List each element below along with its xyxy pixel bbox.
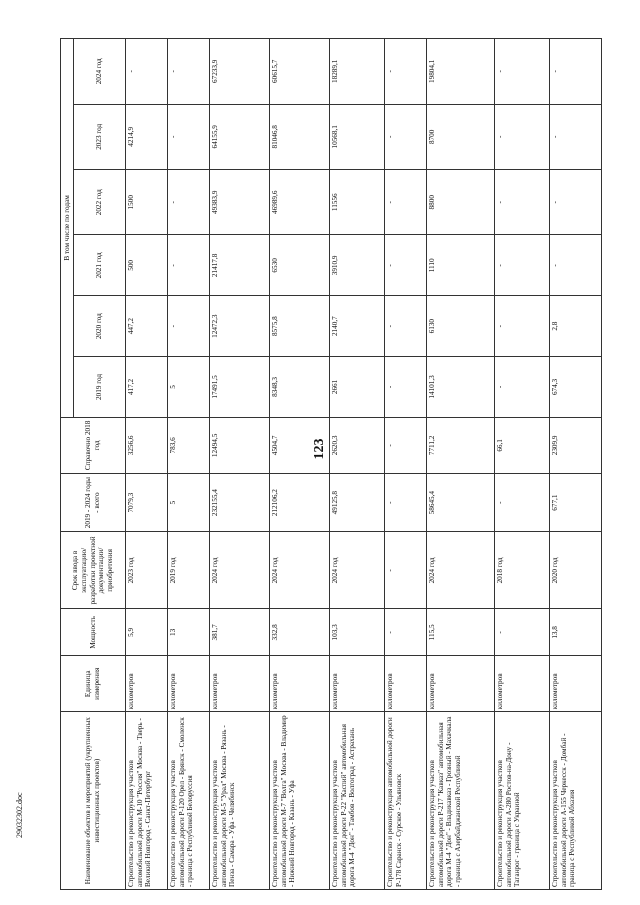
row-year-value-cell: 1110 [426, 235, 494, 296]
row-year-value-cell: - [549, 170, 601, 235]
row-year-value-cell: - [549, 104, 601, 169]
row-capacity-cell: 381,7 [209, 609, 269, 656]
row-unit-cell: километров [125, 656, 167, 712]
row-year-value-cell: 10568,1 [329, 104, 384, 169]
row-name-cell: Строительство и реконструкция участков автомобильной дороги М-7 "Волга" Москва - Владимир - Нижний Новгород - Казань - Уфа [269, 712, 329, 890]
row-total-cell: - [384, 473, 426, 531]
row-year-value-cell: 49383,9 [209, 170, 269, 235]
row-year-value-cell: 6530 [269, 235, 329, 296]
table-row [549, 39, 601, 890]
row-year-value-cell: - [384, 296, 426, 357]
row-unit-cell: километров [167, 656, 209, 712]
row-year-value-cell: 19804,1 [426, 39, 494, 105]
row-year-value-cell: 8575,8 [269, 296, 329, 357]
row-total-cell: - [494, 473, 549, 531]
header-year: 2020 год [73, 296, 125, 357]
row-name-cell: Строительство и реконструкция автомобильной дороги Р-178 Саранск - Сурское - Ульяновск [384, 712, 426, 890]
row-ref-2018-cell: 7711,2 [426, 417, 494, 473]
row-name-cell: Строительство и реконструкция участков автомобильной дороги Р-120 Орел - Брянск - Смоленск - граница с Республикой Белоруссия [167, 712, 209, 890]
row-year-value-cell: 447,2 [125, 296, 167, 357]
row-name-cell: Строительство и реконструкция участков автомобильной дороги Р-22 "Каспий" автомобильная дорога М-4 "Дон" - Тамбов - Волгоград - Астрахань [329, 712, 384, 890]
file-name: 29032302.doc [15, 792, 24, 838]
row-year-value-cell: - [384, 39, 426, 105]
row-year-value-cell: 17491,5 [209, 357, 269, 418]
page-number: 123 [312, 438, 327, 460]
header-year: 2024 год [73, 39, 125, 105]
row-capacity-cell: 115,5 [426, 609, 494, 656]
header-year: 2022 год [73, 170, 125, 235]
header-by-year-group: В том числе по годам [61, 39, 74, 418]
header-year: 2021 год [73, 235, 125, 296]
row-year-value-cell: - [549, 235, 601, 296]
table-row [494, 39, 549, 890]
row-ref-2018-cell: 3256,6 [125, 417, 167, 473]
row-year-value-cell: - [384, 357, 426, 418]
table-row [384, 39, 426, 890]
row-ref-2018-cell: 66,1 [494, 417, 549, 473]
row-year-value-cell: - [167, 296, 209, 357]
investment-projects-table [60, 38, 602, 890]
row-year-value-cell: 2,8 [549, 296, 601, 357]
row-year-value-cell: 11556 [329, 170, 384, 235]
row-year-value-cell: 81046,8 [269, 104, 329, 169]
row-year-value-cell: 18289,1 [329, 39, 384, 105]
row-year-value-cell: - [494, 235, 549, 296]
row-unit-cell: километров [426, 656, 494, 712]
row-year-value-cell: - [167, 235, 209, 296]
table-row [125, 39, 167, 890]
row-unit-cell: километров [549, 656, 601, 712]
table-body [125, 39, 601, 890]
row-deadline-cell: 2024 год [426, 532, 494, 609]
row-year-value-cell: - [167, 104, 209, 169]
table-row [426, 39, 494, 890]
header-total: 2019 - 2024 годы - всего [61, 473, 126, 531]
row-year-value-cell: 46989,6 [269, 170, 329, 235]
row-capacity-cell: 103,3 [329, 609, 384, 656]
row-total-cell: 7079,3 [125, 473, 167, 531]
row-deadline-cell: 2024 год [209, 532, 269, 609]
row-year-value-cell: 674,3 [549, 357, 601, 418]
row-name-cell: Строительство и реконструкция участков автомобильной дороги А-155 Черкесск - Домбай - граница с Республикой Абхазия [549, 712, 601, 890]
row-deadline-cell: 2024 год [269, 532, 329, 609]
row-unit-cell: километров [329, 656, 384, 712]
row-deadline-cell: - [384, 532, 426, 609]
table-row [167, 39, 209, 890]
row-capacity-cell: 5,9 [125, 609, 167, 656]
row-year-value-cell: - [384, 104, 426, 169]
row-year-value-cell: 8348,3 [269, 357, 329, 418]
row-year-value-cell: - [167, 39, 209, 105]
rotated-table-container [60, 38, 627, 890]
row-year-value-cell: 4214,9 [125, 104, 167, 169]
row-total-cell: 232155,4 [209, 473, 269, 531]
row-year-value-cell: 14101,3 [426, 357, 494, 418]
row-year-value-cell: 2661 [329, 357, 384, 418]
row-total-cell: 49125,8 [329, 473, 384, 531]
row-year-value-cell: - [494, 170, 549, 235]
row-year-value-cell: 6130 [426, 296, 494, 357]
row-ref-2018-cell: - [384, 417, 426, 473]
row-ref-2018-cell: 4504,7 [269, 417, 329, 473]
table-row [209, 39, 269, 890]
row-total-cell: 58645,4 [426, 473, 494, 531]
header-year: 2019 год [73, 357, 125, 418]
row-year-value-cell: 5 [167, 357, 209, 418]
row-unit-cell: километров [269, 656, 329, 712]
row-name-cell: Строительство и реконструкция участков автомобильной дороги М-10 "Россия" Москва - Тверь - Великий Новгород - Санкт-Петербург [125, 712, 167, 890]
row-ref-2018-cell: 2620,3 [329, 417, 384, 473]
row-total-cell: 677,1 [549, 473, 601, 531]
row-total-cell: 5 [167, 473, 209, 531]
row-capacity-cell: 13,8 [549, 609, 601, 656]
row-year-value-cell: 3910,9 [329, 235, 384, 296]
row-year-value-cell: - [384, 170, 426, 235]
row-year-value-cell: 8700 [426, 104, 494, 169]
row-year-value-cell: - [549, 39, 601, 105]
table-row [329, 39, 384, 890]
row-year-value-cell: - [125, 39, 167, 105]
header-year: 2023 год [73, 104, 125, 169]
header-name: Наименование объектов и мероприятий (укрупненных инвестиционных проектов) [61, 712, 126, 890]
table-row [269, 39, 329, 890]
header-ref-2018: Справочно 2018 год [61, 417, 126, 473]
row-deadline-cell: 2023 год [125, 532, 167, 609]
row-capacity-cell: - [384, 609, 426, 656]
row-year-value-cell: 2140,7 [329, 296, 384, 357]
row-year-value-cell: 417,2 [125, 357, 167, 418]
row-deadline-cell: 2024 год [329, 532, 384, 609]
row-ref-2018-cell: 783,6 [167, 417, 209, 473]
row-deadline-cell: 2019 год [167, 532, 209, 609]
row-name-cell: Строительство и реконструкция участков автомобильной дороги А-280 Ростов-на-Дону - Таганрог - граница с Украиной [494, 712, 549, 890]
row-year-value-cell: 8800 [426, 170, 494, 235]
row-year-value-cell: 60615,7 [269, 39, 329, 105]
row-year-value-cell: 67233,9 [209, 39, 269, 105]
row-year-value-cell: 12472,3 [209, 296, 269, 357]
row-total-cell: 212106,2 [269, 473, 329, 531]
row-unit-cell: километров [209, 656, 269, 712]
row-year-value-cell: 21417,8 [209, 235, 269, 296]
row-name-cell: Строительство и реконструкция участков автомобильной дороги М-5 "Урал" Москва - Рязань - Пенза - Самара - Уфа - Челябинск [209, 712, 269, 890]
row-year-value-cell: - [494, 357, 549, 418]
row-year-value-cell: 1500 [125, 170, 167, 235]
row-unit-cell: километров [384, 656, 426, 712]
header-capacity: Мощность [61, 609, 126, 656]
row-year-value-cell: - [167, 170, 209, 235]
header-deadline: Срок ввода в эксплуатацию/ разработки проектной документации/ приобретения [61, 532, 126, 609]
row-deadline-cell: 2018 год [494, 532, 549, 609]
row-capacity-cell: 13 [167, 609, 209, 656]
row-capacity-cell: - [494, 609, 549, 656]
row-year-value-cell: - [494, 296, 549, 357]
row-year-value-cell: - [384, 235, 426, 296]
row-year-value-cell: - [494, 104, 549, 169]
row-year-value-cell: - [494, 39, 549, 105]
row-deadline-cell: 2020 год [549, 532, 601, 609]
row-capacity-cell: 332,8 [269, 609, 329, 656]
row-unit-cell: километров [494, 656, 549, 712]
row-year-value-cell: 64155,9 [209, 104, 269, 169]
header-unit: Единица измерения [61, 656, 126, 712]
row-ref-2018-cell: 12494,5 [209, 417, 269, 473]
row-year-value-cell: 500 [125, 235, 167, 296]
row-ref-2018-cell: 2309,9 [549, 417, 601, 473]
row-name-cell: Строительство и реконструкция участков автомобильной дороги Р-217 "Кавказ" автомобильная дорога М-4 "Дон" - Владикавказ - Грозный - Махачкала - граница с Азербайджанской Республикой [426, 712, 494, 890]
